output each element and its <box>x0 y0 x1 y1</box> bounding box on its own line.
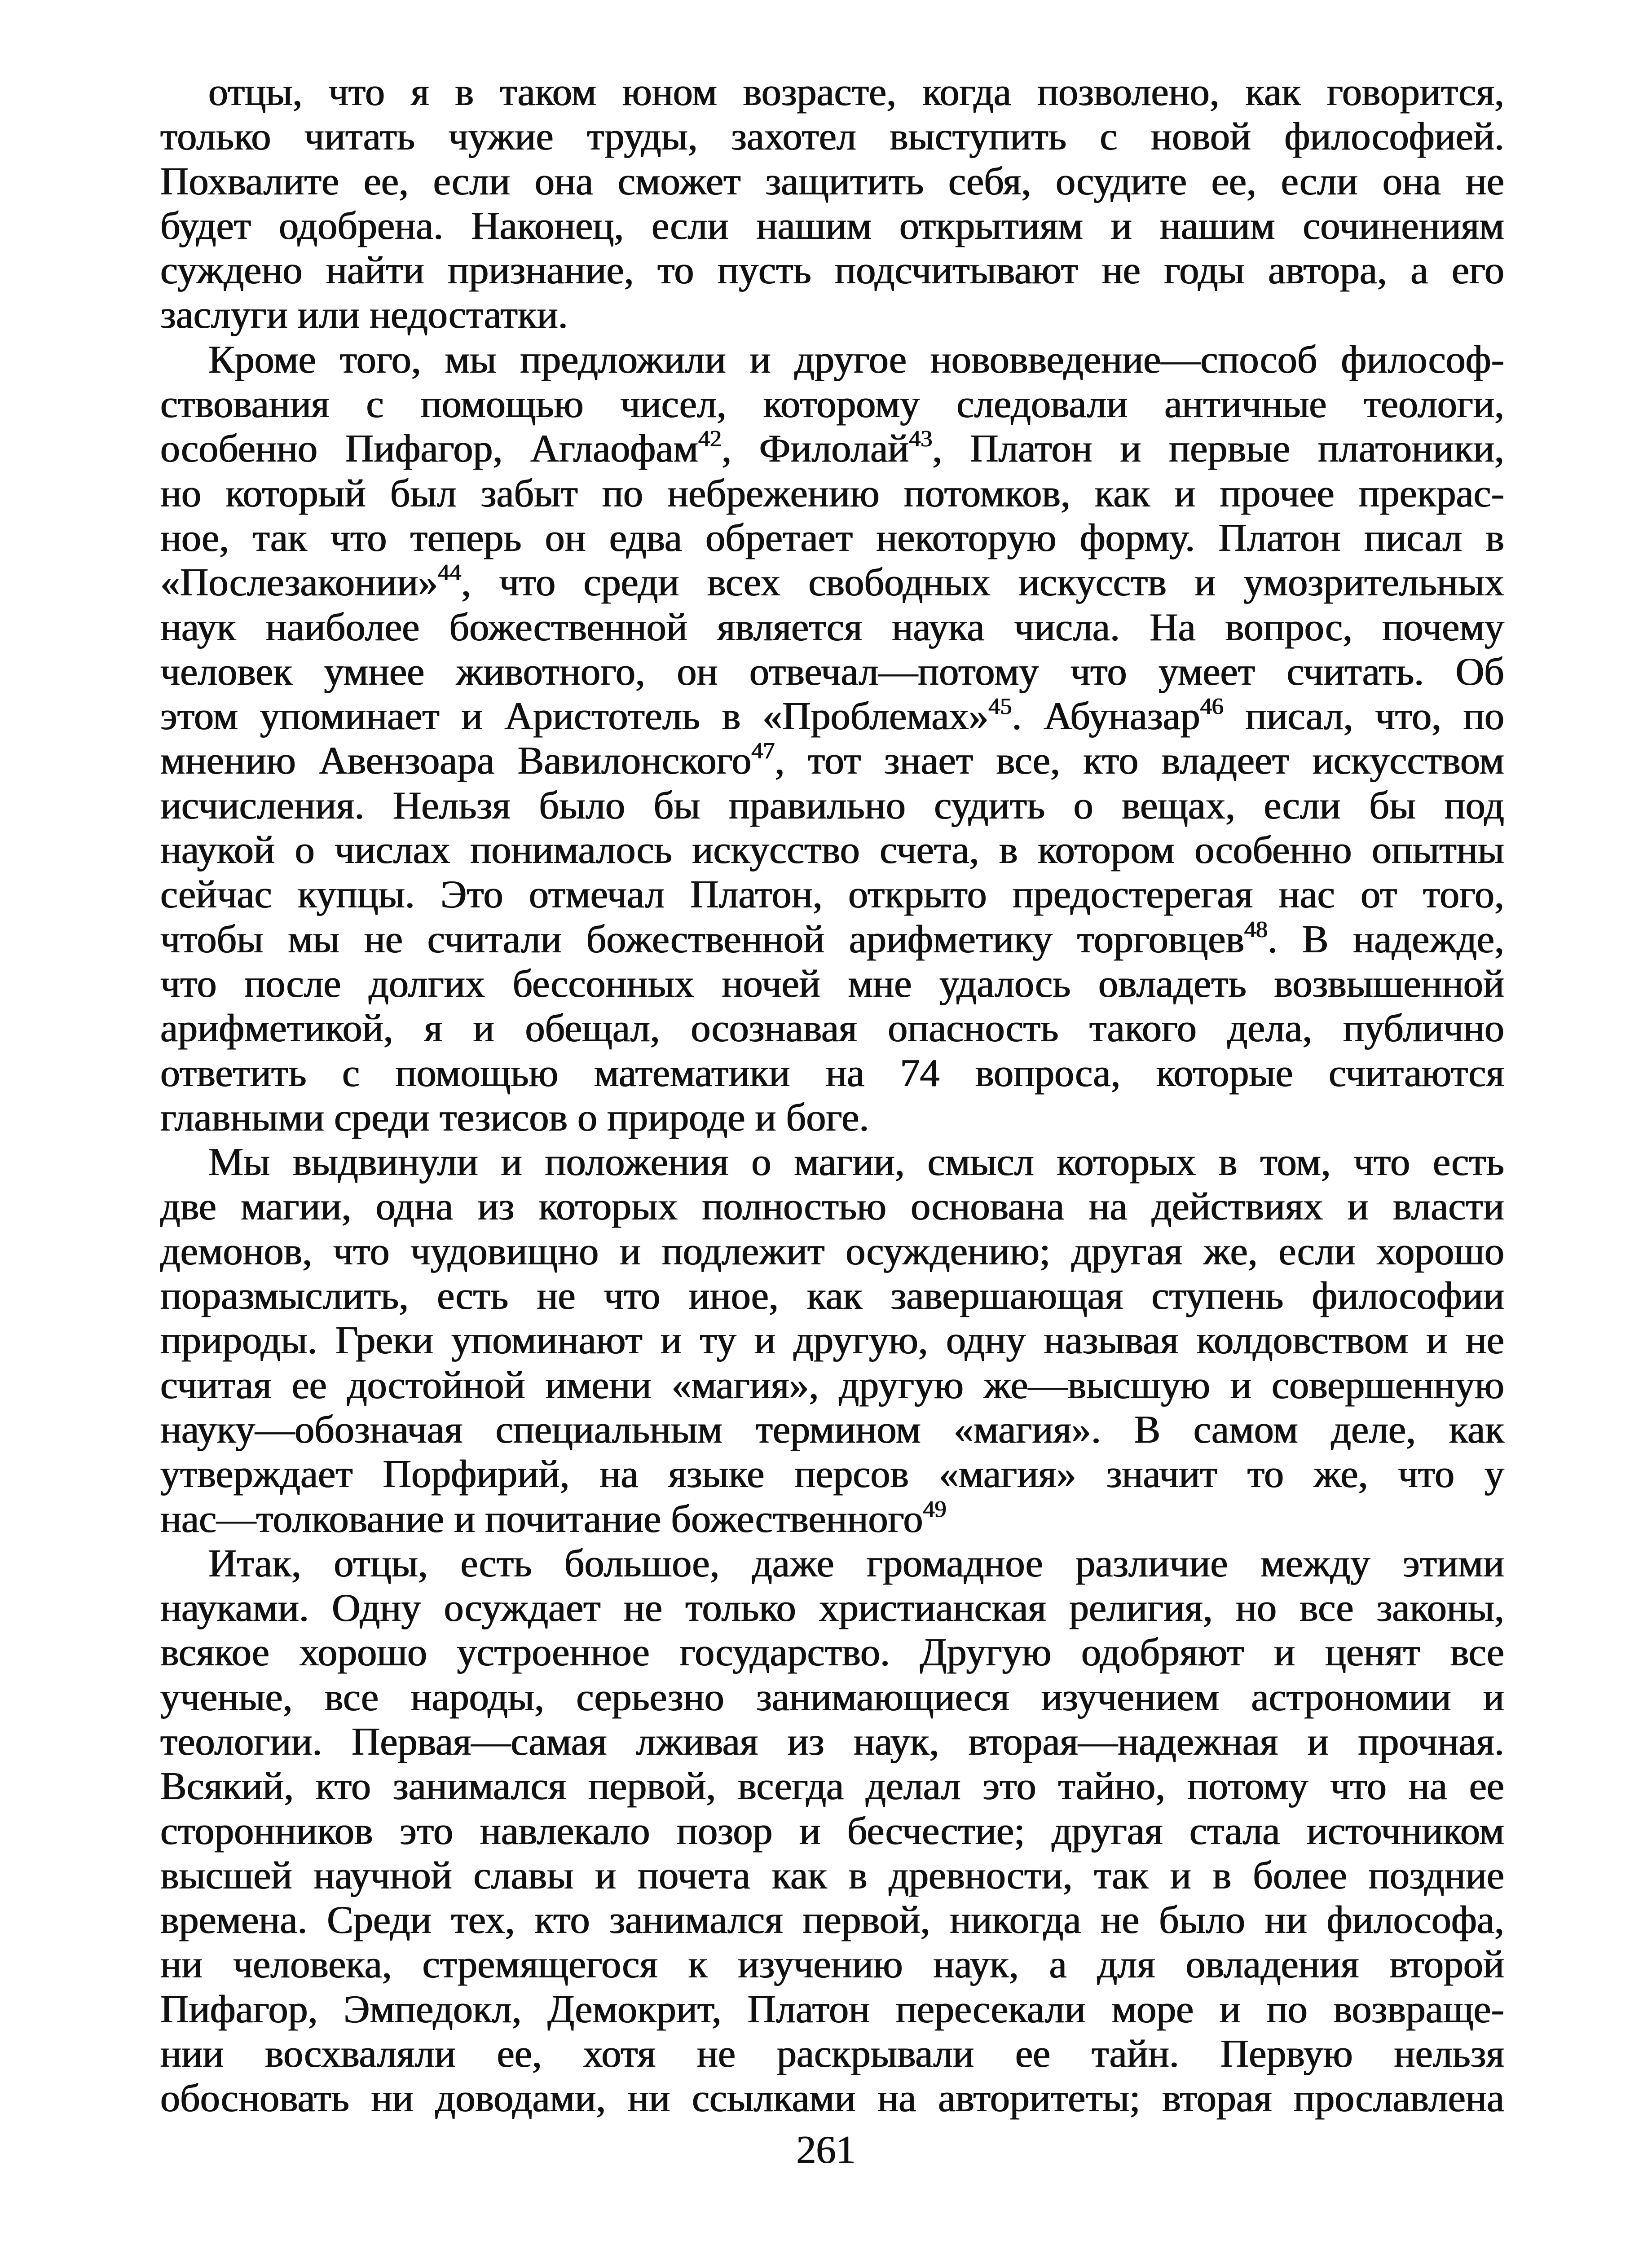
text-run: чтобы мы не считали божественной арифметику торговцев <box>160 917 1245 961</box>
text-run: особенно Пифагор, Аглаофам <box>160 427 699 471</box>
text-run: человек умнее животного, он отвечал—потому что умеет считать. Об <box>160 650 1504 694</box>
footnote-ref: 42 <box>698 426 722 452</box>
text-line <box>160 1363 1504 1408</box>
text-line <box>160 1140 1504 1184</box>
page-number: 261 <box>796 2128 856 2172</box>
text-run: отцы, что я в таком юном возрасте, когда позволено, как говорится, <box>208 70 1504 114</box>
text-line <box>160 1318 1504 1363</box>
text-line <box>160 962 1504 1006</box>
text-line <box>160 1541 1504 1586</box>
text-run: нас—толкование и почитание божественного <box>160 1497 923 1541</box>
text-line <box>160 1452 1504 1497</box>
text-run: две магии, одна из которых полностью основана на действиях и власти <box>160 1185 1504 1229</box>
text-run: этом упоминает и Аристотель в «Проблемах» <box>160 695 989 739</box>
text-line <box>160 1096 1504 1140</box>
text-run: Всякий, кто занимался первой, всегда делал это тайно, потому что на ее <box>160 1765 1504 1809</box>
text-run: будет одобрена. Наконец, если нашим открытиям и нашим сочинениям <box>160 204 1504 248</box>
text-run: Кроме того, мы предложили и другое нововведение—способ философ- <box>208 338 1504 382</box>
text-line <box>160 1987 1504 2032</box>
text-line <box>160 1051 1504 1096</box>
text-run: , что среди всех свободных искусств и умозрительных <box>461 561 1504 605</box>
text-run: но который был забыт по небрежению потомков, как и прочее прекрас- <box>160 471 1504 515</box>
text-run: сейчас купцы. Это отмечал Платон, открыто предостерегая нас от того, <box>160 873 1504 917</box>
text-line <box>160 516 1504 560</box>
text-run: исчисления. Нельзя было бы правильно судить о вещах, если бы под <box>160 784 1504 828</box>
text-line <box>160 70 1504 114</box>
text-line <box>160 2032 1504 2076</box>
text-run: только читать чужие труды, захотел выступить с новой философией. <box>160 115 1504 159</box>
text-line <box>160 1229 1504 1274</box>
text-line <box>160 784 1504 828</box>
text-run: писал, что, по <box>1223 695 1504 739</box>
text-run: высшей научной славы и почета как в древности, так и в более поздние <box>160 1853 1504 1897</box>
text-line <box>160 739 1504 783</box>
text-line <box>160 338 1504 382</box>
footnote-ref: 49 <box>923 1496 947 1522</box>
text-line <box>160 471 1504 516</box>
text-line <box>160 1675 1504 1720</box>
text-run: наукой о числах понималось искусство счета, в котором особенно опытны <box>160 828 1504 872</box>
text-line <box>160 248 1504 293</box>
text-run: обосновать ни доводами, ни ссылками на авторитеты; вторая прославлена <box>160 2077 1504 2121</box>
text-run: «Послезаконии» <box>160 561 438 605</box>
text-line <box>160 1809 1504 1853</box>
text-line <box>160 1630 1504 1675</box>
text-line <box>160 1006 1504 1051</box>
text-run: , тот знает все, кто владеет искусством <box>775 739 1505 783</box>
paragraph <box>160 1541 1504 2121</box>
text-run: , Платон и первые платоники, <box>932 427 1504 471</box>
text-run: утверждает Порфирий, на языке персов «магия» значит то же, что у <box>160 1453 1504 1497</box>
text-run: , Филолай <box>722 427 909 471</box>
text-run: Итак, отцы, есть большое, даже громадное различие между этими <box>208 1541 1504 1585</box>
text-line <box>160 1898 1504 1942</box>
text-run: теологии. Первая—самая лживая из наук, вторая—надежная и прочная. <box>160 1720 1504 1764</box>
text-line <box>160 2076 1504 2121</box>
text-run: ответить с помощью математики на 74 вопроса, которые считаются <box>160 1051 1504 1095</box>
footnote-ref: 48 <box>1244 916 1268 942</box>
text-run: нии восхваляли ее, хотя не раскрывали ее тайн. Первую нельзя <box>160 2032 1504 2076</box>
footnote-ref: 43 <box>909 426 933 452</box>
text-line <box>160 293 1504 337</box>
text-run: времена. Среди тех, кто занимался первой, никогда не было ни философа, <box>160 1898 1504 1942</box>
text-line <box>160 1274 1504 1318</box>
footnote-ref: 45 <box>988 694 1012 720</box>
text-run: ное, так что теперь он едва обретает некоторую форму. Платон писал в <box>160 516 1504 560</box>
text-line <box>160 427 1504 471</box>
text-run: ствования с помощью чисел, которому следовали античные теологи, <box>160 383 1504 427</box>
text-line <box>160 560 1504 605</box>
text-line <box>160 872 1504 917</box>
text-run: наук наиболее божественной является наука числа. На вопрос, почему <box>160 605 1504 649</box>
text-line <box>160 382 1504 427</box>
text-run: ученые, все народы, серьезно занимающиеся изучением астрономии и <box>160 1675 1504 1719</box>
text-run: Пифагор, Эмпедокл, Демокрит, Платон пересекали море и по возвраще- <box>160 1987 1504 2031</box>
text-line <box>160 828 1504 872</box>
paragraph <box>160 338 1504 1140</box>
text-line <box>160 1497 1504 1541</box>
text-line <box>160 1184 1504 1229</box>
text-run: сторонников это навлекало позор и бесчестие; другая стала источником <box>160 1809 1504 1853</box>
text-line <box>160 1764 1504 1809</box>
text-run: демонов, что чудовищно и подлежит осуждению; другая же, если хорошо <box>160 1229 1504 1273</box>
text-run: заслуги или недостатки. <box>160 293 568 337</box>
text-run: мнению Авензоара Вавилонского <box>160 739 752 783</box>
text-line <box>160 159 1504 204</box>
text-line <box>160 917 1504 962</box>
text-run: науку—обозначая специальным термином «магия». В самом деле, как <box>160 1408 1504 1452</box>
text-line <box>160 1586 1504 1630</box>
text-line <box>160 694 1504 739</box>
paragraph <box>160 70 1504 338</box>
text-line <box>160 605 1504 650</box>
text-run: природы. Греки упоминают и ту и другую, одну называя колдовством и не <box>160 1319 1504 1363</box>
paragraph <box>160 1140 1504 1541</box>
text-run: что после долгих бессонных ночей мне удалось овладеть возвышенной <box>160 962 1504 1006</box>
text-run: . Абуназар <box>1012 695 1200 739</box>
text-line <box>160 1408 1504 1452</box>
text-line <box>160 650 1504 694</box>
text-run: науками. Одну осуждает не только христианская религия, но все законы, <box>160 1586 1504 1630</box>
text-run: Похвалите ее, если она сможет защитить себя, осудите ее, если она не <box>160 159 1504 203</box>
text-run: ни человека, стремящегося к изучению наук, а для овладения второй <box>160 1943 1504 1987</box>
footnote-ref: 47 <box>751 738 775 764</box>
text-line <box>160 1853 1504 1898</box>
body-text <box>160 0 1504 2121</box>
text-run: считая ее достойной имени «магия», другую же—высшую и совершенную <box>160 1363 1504 1407</box>
text-line <box>160 204 1504 248</box>
text-run: Мы выдвинули и положения о магии, смысл которых в том, что есть <box>208 1140 1504 1184</box>
footnote-ref: 46 <box>1200 694 1224 720</box>
text-run: главными среди тезисов о природе и боге. <box>160 1096 869 1140</box>
text-line <box>160 1942 1504 1987</box>
text-run: всякое хорошо устроенное государство. Другую одобряют и ценят все <box>160 1631 1504 1675</box>
text-line <box>160 114 1504 159</box>
footnote-ref: 44 <box>438 560 462 586</box>
text-run: арифметикой, я и обещал, осознавая опасность такого дела, публично <box>160 1007 1504 1051</box>
text-run: суждено найти признание, то пусть подсчитывают не годы автора, а его <box>160 249 1504 293</box>
text-run: . В надежде, <box>1268 917 1505 961</box>
text-line <box>160 1720 1504 1764</box>
text-run: поразмыслить, есть не что иное, как завершающая ступень философии <box>160 1274 1504 1318</box>
